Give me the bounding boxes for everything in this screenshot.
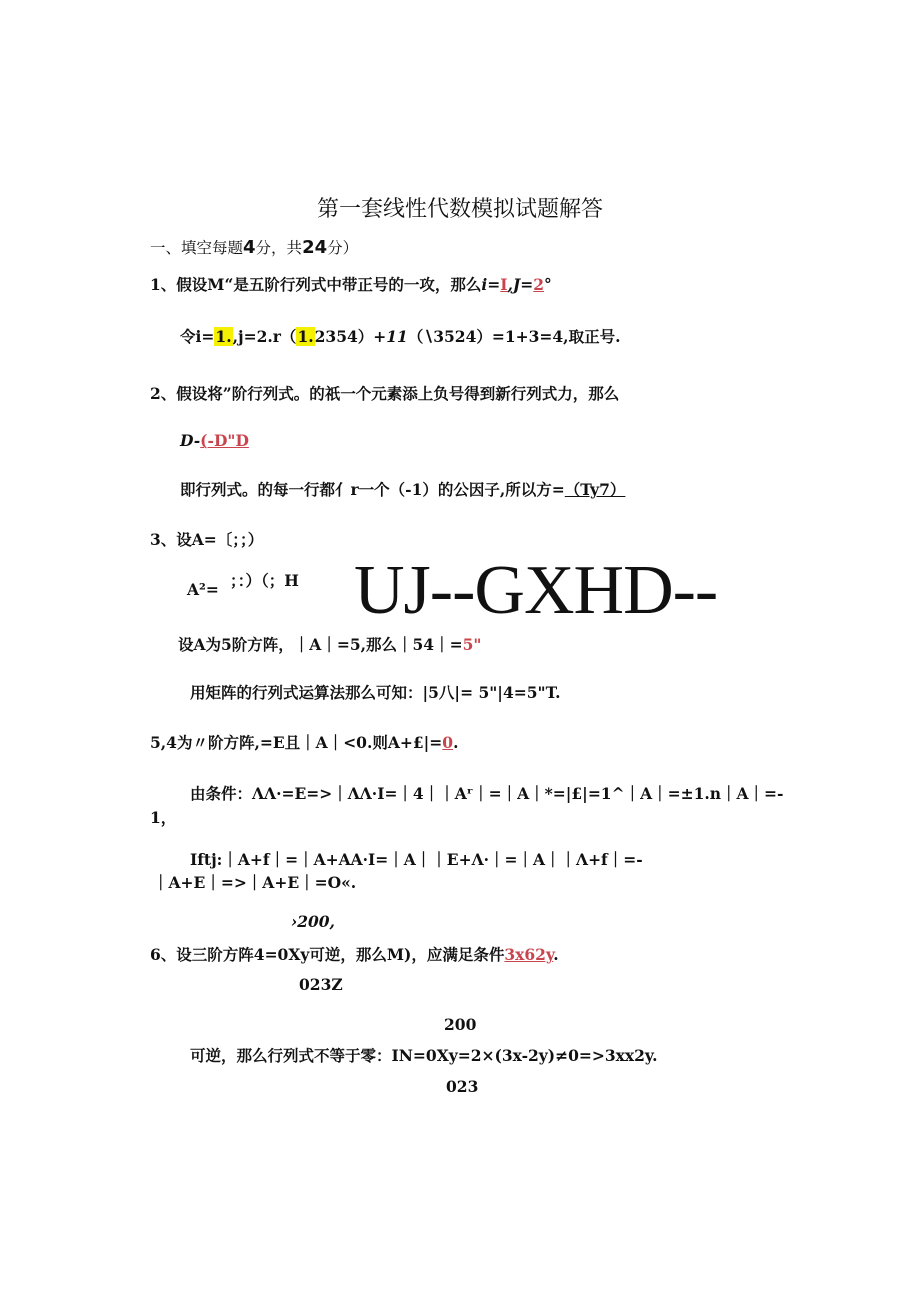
question-1-text: ° (544, 275, 552, 294)
solution-text: 11 (386, 327, 408, 346)
question-5-text: 5,4为〃阶方阵,=E且｜A｜<0.则A+£|= (150, 733, 443, 752)
question-4-text: 设A为5阶方阵，｜A｜=5,那么｜54｜= (178, 635, 463, 654)
solution-text: i= (195, 327, 215, 346)
question-5 (150, 733, 459, 753)
section-points-per-question: 4 (243, 237, 256, 258)
question-2-answer (180, 431, 249, 451)
section-heading-text: 分，共 (255, 239, 303, 257)
matrix-row: 023 (446, 1077, 479, 1096)
question-5-solution-line-1 (190, 784, 783, 804)
highlight: 1. (297, 327, 314, 346)
section-heading-text: 一、填空每题 (150, 239, 244, 257)
answer-value: 0 (442, 733, 454, 752)
solution-text: （∖3524）=1+3=4,取正号. (407, 327, 621, 346)
garbled-formula: UJ--GXHD-- (354, 552, 718, 629)
question-4 (178, 635, 481, 655)
solution-result: （Ty7） (564, 480, 626, 499)
question-4-solution: 用矩阵的行列式运算法那么可知：|5八|= 5"|4=5"T. (190, 683, 561, 702)
solution-text: ,j=2.r（ (232, 327, 297, 346)
question-1-text: i= (481, 275, 501, 294)
question-6-text: . (553, 945, 559, 964)
question-6-solution: 可逆，那么行列式不等于零：IN=0Xy=2×(3x-2y)≠0=>3xx2y. (190, 1046, 658, 1065)
question-3-a-squared (187, 580, 219, 600)
solution-text: 2354）+ (314, 327, 387, 346)
answer-text: D- (180, 431, 201, 450)
answer-value: (-D"D (200, 431, 249, 450)
question-2-solution (180, 480, 625, 500)
question-1 (150, 275, 552, 295)
solution-text: 令 (180, 327, 196, 346)
formula-lhs: A²= (187, 580, 219, 599)
question-6-text: 6、设三阶方阵4=0Xy可逆，那么M)，应满足条件 (150, 945, 505, 964)
question-1-text: 1、假设M“是五阶行列式中带正号的一攻，那么 (150, 275, 482, 294)
page-title: 第一套线性代数模拟试题解答 (316, 197, 603, 222)
answer-value: 5" (462, 635, 482, 654)
question-5-solution-line-4: ｜A+E｜=>｜A+E｜=O«. (153, 873, 357, 892)
answer-i: I (500, 275, 508, 294)
question-1-text: ,J= (507, 275, 534, 294)
question-5-solution-line-3: Iftj:｜A+f｜=｜A+AA·I=｜A｜｜E+Λ·｜=｜A｜｜Λ+f｜=- (190, 850, 643, 869)
question-5-text: . (453, 733, 459, 752)
question-6 (150, 945, 559, 965)
matrix-row: 200 (444, 1015, 477, 1034)
question-5-solution-line-2: 1， (150, 808, 177, 827)
question-1-solution (180, 327, 620, 347)
highlight: 1. (215, 327, 232, 346)
answer-j: 2 (533, 275, 545, 294)
section-total-points: 24 (302, 237, 328, 258)
solution-text: 由条件： (190, 784, 253, 803)
question-3-matrix: ；：）（；H (230, 571, 299, 590)
answer-value: 3x62y (504, 945, 554, 964)
solution-text: 即行列式。的每一行都亻r一个（-1）的公因子,所以方= (180, 480, 565, 499)
question-3: 3、设A=〔；；） (150, 530, 264, 549)
matrix-row: ›200, (291, 912, 335, 931)
section-heading (150, 238, 358, 258)
question-2: 2、假设将”阶行列式。的祇一个元素添上负号得到新行列式力，那么 (150, 384, 620, 403)
solution-text: ΛΛ·=E=>｜ΛΛ·I=｜4｜｜Aʳ｜=｜A｜*=|£|=1^｜A｜=±1.n｜A｜=- (252, 784, 784, 803)
matrix-row: 023Z (299, 975, 343, 994)
section-heading-text: 分） (327, 239, 359, 257)
